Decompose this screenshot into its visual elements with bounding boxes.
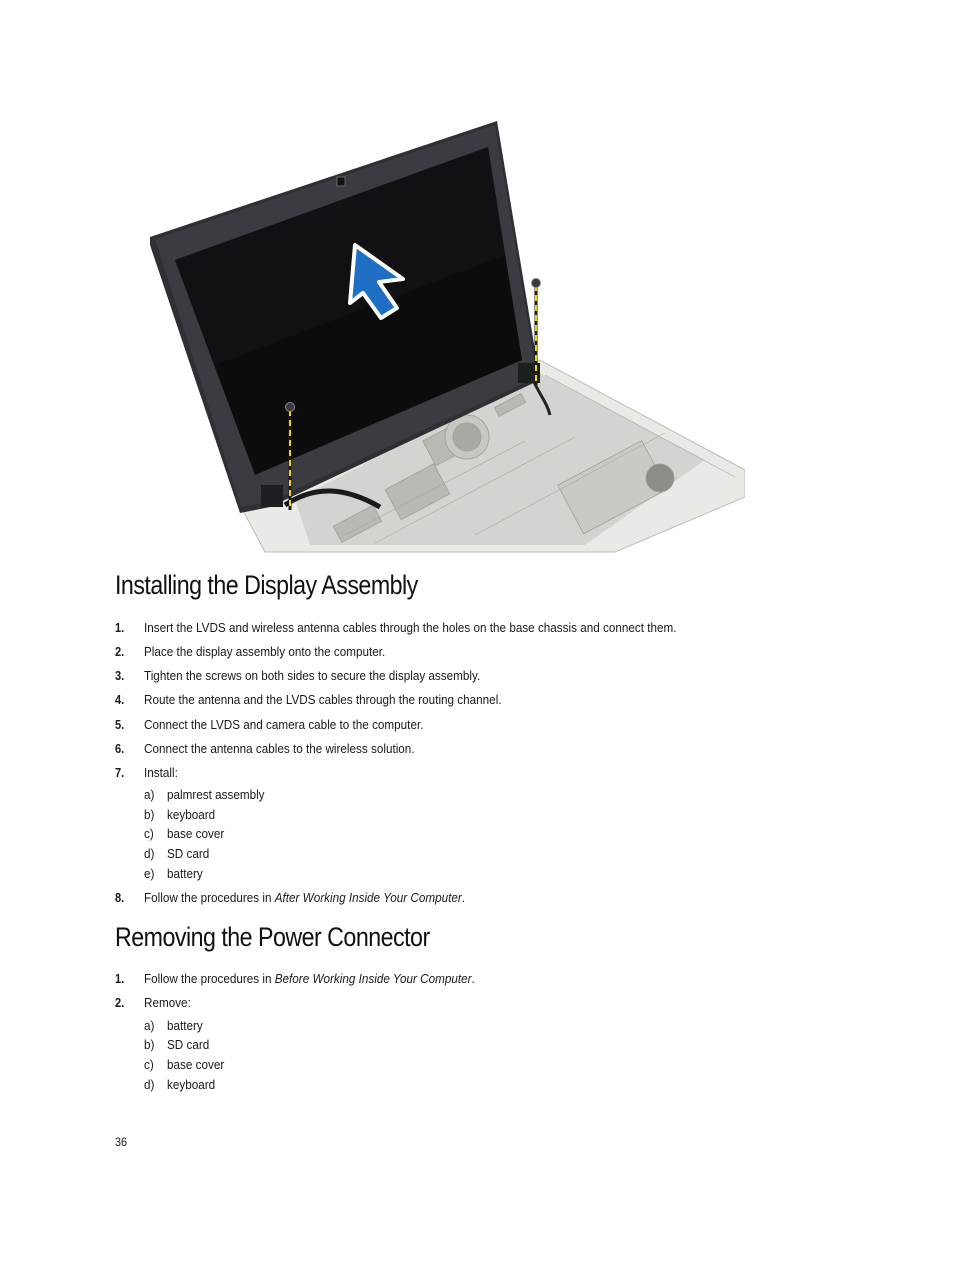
item-letter: c)	[144, 1057, 154, 1072]
item-letter: b)	[144, 807, 155, 822]
step-text: Tighten the screws on both sides to secure the display assembly.	[144, 668, 481, 683]
item-text: SD card	[167, 1037, 210, 1052]
after-working-link[interactable]: After Working Inside Your Computer	[274, 890, 462, 905]
step-number: 8.	[115, 890, 125, 905]
step-number: 7.	[115, 765, 125, 780]
item-letter: a)	[144, 787, 155, 802]
laptop-display-removal-illustration	[145, 115, 745, 555]
step-text: Install:	[144, 765, 178, 780]
item-letter: c)	[144, 826, 154, 841]
step-number: 6.	[115, 741, 125, 756]
item-text: palmrest assembly	[167, 787, 265, 802]
step-number: 3.	[115, 668, 125, 683]
item-text: base cover	[167, 826, 225, 841]
step-text: Route the antenna and the LVDS cables through the routing channel.	[144, 692, 502, 707]
item-text: base cover	[167, 1057, 225, 1072]
item-letter: a)	[144, 1018, 155, 1033]
item-text: battery	[167, 1018, 203, 1033]
item-text: keyboard	[167, 807, 216, 822]
step-text: Insert the LVDS and wireless antenna cables through the holes on the base chassis and connect them.	[144, 620, 677, 635]
item-letter: e)	[144, 866, 155, 881]
step-text: Follow the procedures in After Working Inside Your Computer.	[144, 890, 466, 905]
item-text: keyboard	[167, 1077, 216, 1092]
step-text: Connect the LVDS and camera cable to the computer.	[144, 717, 424, 732]
section-title-installing: Installing the Display Assembly	[115, 570, 418, 600]
step-number: 2.	[115, 644, 125, 659]
step-number: 4.	[115, 692, 125, 707]
step-number: 5.	[115, 717, 125, 732]
step-text: Remove:	[144, 995, 191, 1010]
step-number: 2.	[115, 995, 125, 1010]
step-text: Connect the antenna cables to the wireless solution.	[144, 741, 415, 756]
step-text: Follow the procedures in Before Working Inside Your Computer.	[144, 971, 475, 986]
item-text: battery	[167, 866, 203, 881]
step-number: 1.	[115, 620, 125, 635]
item-text: SD card	[167, 846, 210, 861]
laptop-illustration	[145, 115, 745, 555]
section-title-removing: Removing the Power Connector	[115, 922, 430, 952]
item-letter: d)	[144, 1077, 155, 1092]
step-number: 1.	[115, 971, 125, 986]
item-letter: d)	[144, 846, 155, 861]
step-text: Place the display assembly onto the computer.	[144, 644, 386, 659]
item-letter: b)	[144, 1037, 155, 1052]
page-number: 36	[115, 1135, 128, 1149]
before-working-link[interactable]: Before Working Inside Your Computer	[274, 971, 472, 986]
